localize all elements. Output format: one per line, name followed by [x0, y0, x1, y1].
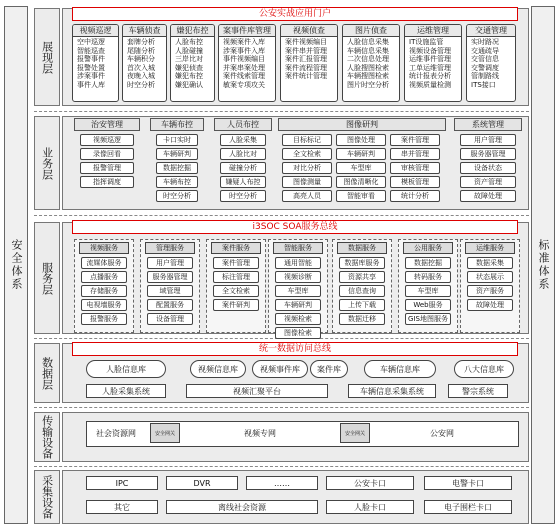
- service-item: 车型库: [405, 285, 451, 297]
- app-module-item: 视频设备管理: [409, 46, 451, 55]
- service-layer-label: 服务层: [34, 222, 60, 334]
- business-item: 车辆研判: [336, 148, 386, 160]
- database: 八大信息库: [454, 360, 514, 378]
- business-group-title: 图像研判: [278, 118, 446, 131]
- app-module-item: 案件视频编目: [285, 38, 327, 46]
- service-item: 案件管理: [213, 257, 259, 269]
- app-module-item: 报警事件: [77, 55, 105, 64]
- app-module-item: 三岸比对: [175, 55, 203, 64]
- app-module-item: 案件汇报管理: [285, 55, 327, 64]
- business-item: 嫌疑人布控: [220, 176, 266, 188]
- app-module-item: 人脸搜图检索: [347, 63, 389, 72]
- app-module: [122, 24, 167, 102]
- social-resource-network: 社会资源网: [96, 429, 136, 438]
- business-item: 车型库: [336, 162, 386, 174]
- collect-device: 电警卡口: [424, 476, 512, 490]
- app-module-items: [171, 37, 214, 91]
- business-item: 对比分析: [282, 162, 332, 174]
- service-item: 信息查询: [339, 285, 385, 297]
- app-module-item: 人脸信息采集: [347, 38, 389, 46]
- service-item: 通用智能: [275, 257, 321, 269]
- service-item: 车辆研判: [275, 299, 321, 311]
- collect-layer-label: 采集设备: [34, 470, 60, 524]
- business-item: 车辆布控: [156, 176, 198, 188]
- app-module-item: 首次入城: [127, 63, 155, 72]
- business-group-title: 系统管理: [454, 118, 522, 131]
- service-item: 资产服务: [467, 285, 513, 297]
- service-item: 状态展示: [467, 271, 513, 283]
- app-module-item: 嫌犯确认: [175, 80, 203, 89]
- service-group-title: 数据服务: [337, 242, 387, 254]
- security-system-label: 安全体系: [10, 239, 23, 291]
- service-item: 图像检索: [275, 327, 321, 339]
- app-module: [218, 24, 276, 102]
- app-module-item: 图片时空分析: [347, 80, 389, 89]
- service-item: 域管理: [147, 285, 193, 297]
- business-item: 目标标记: [282, 134, 332, 146]
- service-item: 流媒体服务: [81, 257, 127, 269]
- source-system: 人脸采集系统: [86, 384, 166, 398]
- business-item: 设备状态: [460, 162, 516, 174]
- data-access-bus-banner: 统一数据访问总线: [72, 342, 518, 356]
- app-module-item: 交通疏导: [471, 46, 499, 55]
- service-group-title: 运维服务: [465, 242, 515, 254]
- app-module-item: 统计报表分析: [409, 72, 451, 81]
- app-module-items: [123, 37, 166, 91]
- app-module-item: 工单运维管理: [409, 63, 451, 72]
- business-item: 指挥调度: [80, 176, 134, 188]
- business-item: 智能审看: [336, 190, 386, 202]
- security-gateway-2: 安全网关: [340, 423, 370, 443]
- app-module-items: [281, 37, 337, 82]
- app-module-item: 交管信息: [471, 55, 499, 64]
- collect-device: DVR: [166, 476, 238, 490]
- service-item: 服务器管理: [147, 271, 193, 283]
- service-group: [398, 239, 458, 333]
- app-module-item: 人脸布控: [175, 38, 203, 46]
- app-module-title: 运维管理: [405, 25, 461, 37]
- business-item: 车辆研判: [156, 148, 198, 160]
- app-module-item: 尾随分析: [127, 46, 155, 55]
- app-module-title: 图片侦查: [343, 25, 399, 37]
- service-group: [268, 239, 328, 337]
- separator: [34, 407, 529, 408]
- business-item: 人脸比对: [220, 148, 266, 160]
- separator: [34, 111, 529, 112]
- business-item: 图像测量: [282, 176, 332, 188]
- business-item: 全文检索: [282, 148, 332, 160]
- business-item: 图像处理: [336, 134, 386, 146]
- service-group: [460, 239, 520, 333]
- business-item: 视频巡逻: [80, 134, 134, 146]
- security-gateway-1: 安全网关: [150, 423, 180, 443]
- business-layer-label: 业务层: [34, 116, 60, 210]
- app-module: [404, 24, 462, 102]
- app-module-items: [219, 37, 275, 91]
- service-group: [140, 239, 200, 333]
- service-group-title: 视频服务: [79, 242, 129, 254]
- business-group-title: 车辆布控: [150, 118, 204, 131]
- app-module-item: 并案串案处理: [223, 63, 265, 72]
- database: 视频事件库: [252, 360, 308, 378]
- business-item: 卡口实时: [156, 134, 198, 146]
- collect-device: 公安卡口: [326, 476, 414, 490]
- app-module: [466, 24, 516, 102]
- app-module-item: 案件串并管理: [285, 46, 327, 55]
- service-item: Web服务: [405, 299, 451, 311]
- database: 车辆信息库: [364, 360, 436, 378]
- separator: [34, 466, 529, 467]
- app-module-item: 案件流程管理: [285, 63, 327, 72]
- business-item: 碰撞分析: [220, 162, 266, 174]
- source-system: 警宗系统: [448, 384, 508, 398]
- service-group-title: 公用服务: [403, 242, 453, 254]
- service-item: 车型库: [275, 285, 321, 297]
- service-item: 资源共享: [339, 271, 385, 283]
- service-item: 点播服务: [81, 271, 127, 283]
- app-module-item: 报警处置: [77, 63, 105, 72]
- app-module-item: 车辆搜图检索: [347, 72, 389, 81]
- business-item: 时空分析: [220, 190, 266, 202]
- app-module-item: 案件统计管理: [285, 72, 327, 81]
- business-item: 高亮人员: [282, 190, 332, 202]
- service-group-title: 智能服务: [273, 242, 323, 254]
- standard-system-column: [531, 6, 555, 524]
- service-item: 视频检索: [275, 313, 321, 325]
- transport-layer-label: 传输设备: [34, 412, 60, 462]
- app-module-item: 套牌分析: [127, 38, 155, 46]
- business-item: 资产管理: [460, 176, 516, 188]
- service-group: [332, 239, 392, 333]
- collect-device: ……: [246, 476, 318, 490]
- portal-banner: 公安实战应用门户: [72, 7, 518, 21]
- service-item: 电视墙服务: [81, 299, 127, 311]
- business-item: 统计分析: [390, 190, 440, 202]
- video-private-network: 视频专网: [244, 429, 276, 438]
- business-item: 审核管理: [390, 162, 440, 174]
- collect-device: 离线社会资源: [166, 500, 318, 514]
- source-system: 车辆信息采集系统: [348, 384, 436, 398]
- service-item: 数据库服务: [339, 257, 385, 269]
- app-module-items: [73, 37, 118, 91]
- app-module-item: 视频质量检测: [409, 80, 451, 89]
- business-group-title: 人员布控: [214, 118, 272, 131]
- service-item: 数据挖掘: [405, 257, 451, 269]
- service-item: 数据迁移: [339, 313, 385, 325]
- database: 案件库: [310, 360, 348, 378]
- service-item: 上传下载: [339, 299, 385, 311]
- app-module-item: 敏案专项攻关: [223, 80, 265, 89]
- business-item: 录像回看: [80, 148, 134, 160]
- service-item: 设备管理: [147, 313, 193, 325]
- collect-device: 人脸卡口: [326, 500, 414, 514]
- app-module-title: 视频巡逻: [73, 25, 118, 37]
- business-item: 模板管理: [390, 176, 440, 188]
- app-module-item: 实时路况: [471, 38, 499, 46]
- service-item: 用户管理: [147, 257, 193, 269]
- collect-device: 电子围栏卡口: [424, 500, 512, 514]
- app-module-item: 二次信息处理: [347, 55, 389, 64]
- soa-bus-banner: i3SOC SOA服务总线: [72, 220, 518, 234]
- presentation-layer-label: 展现层: [34, 8, 60, 106]
- service-item: 报警服务: [81, 313, 127, 325]
- app-module-items: [467, 37, 515, 91]
- separator: [34, 215, 529, 216]
- app-module-item: 涉案事件入库: [223, 46, 265, 55]
- business-item: 串并管理: [390, 148, 440, 160]
- business-item: 报警管理: [80, 162, 134, 174]
- business-item: 人脸采集: [220, 134, 266, 146]
- app-module-title: 交通管理: [467, 25, 515, 37]
- service-item: 视频诊断: [275, 271, 321, 283]
- service-item: 转码服务: [405, 271, 451, 283]
- service-group: [74, 239, 134, 333]
- app-module-item: 交警调度: [471, 63, 499, 72]
- service-item: GIS地图服务: [405, 313, 451, 325]
- app-module: [280, 24, 338, 102]
- business-group-title: 治安管理: [74, 118, 140, 131]
- business-item: 服务器管理: [460, 148, 516, 160]
- app-module-item: IT设施监管: [409, 38, 444, 46]
- app-module-item: 视频案件入库: [223, 38, 265, 46]
- business-item: 故障处理: [460, 190, 516, 202]
- data-layer-label: 数据层: [34, 343, 60, 403]
- standard-system-label: 标准体系: [537, 239, 550, 291]
- app-module: [342, 24, 400, 102]
- app-module-item: 事件人库: [77, 80, 105, 89]
- police-network: 公安网: [430, 429, 454, 438]
- app-module-title: 嫌犯布控: [171, 25, 214, 37]
- service-group: [206, 239, 266, 333]
- app-module-item: 管制路线: [471, 72, 499, 81]
- app-module-title: 车辆侦查: [123, 25, 166, 37]
- database: 视频信息库: [190, 360, 246, 378]
- app-module: [72, 24, 119, 102]
- collect-device: 其它: [86, 500, 158, 514]
- service-group-title: 案件服务: [211, 242, 261, 254]
- app-module-item: 事件视频编目: [223, 55, 265, 64]
- database: 人脸信息库: [86, 360, 166, 378]
- service-item: 故障处理: [467, 299, 513, 311]
- business-item: 时空分析: [156, 190, 198, 202]
- app-module-item: 空中巡逻: [77, 38, 105, 46]
- app-module-item: 时空分析: [127, 80, 155, 89]
- service-group-title: 管理服务: [145, 242, 195, 254]
- business-item: 图像清晰化: [336, 176, 386, 188]
- app-module-item: 涉案事件: [77, 72, 105, 81]
- app-module-item: 案件线索管理: [223, 72, 265, 81]
- app-module: [170, 24, 215, 102]
- app-module-item: ITS接口: [471, 80, 496, 89]
- app-module-item: 运维事件管理: [409, 55, 451, 64]
- service-item: 全文检索: [213, 285, 259, 297]
- business-item: 案件管理: [390, 134, 440, 146]
- app-module-item: 车辆积分: [127, 55, 155, 64]
- business-item: 数据挖掘: [156, 162, 198, 174]
- app-module-item: 夜晚入城: [127, 72, 155, 81]
- service-item: 数据采集: [467, 257, 513, 269]
- app-module-item: 嫌犯布控: [175, 72, 203, 81]
- service-item: 标注管理: [213, 271, 259, 283]
- security-system-column: [4, 6, 28, 524]
- service-item: 配置服务: [147, 299, 193, 311]
- app-module-items: [343, 37, 399, 91]
- app-module-item: 人脸碰撞: [175, 46, 203, 55]
- app-module-title: 视频侦查: [281, 25, 337, 37]
- service-item: 存储服务: [81, 285, 127, 297]
- source-system: 视频汇聚平台: [186, 384, 328, 398]
- service-item: 案件研判: [213, 299, 259, 311]
- app-module-item: 车辆信息采集: [347, 46, 389, 55]
- business-item: 用户管理: [460, 134, 516, 146]
- app-module-items: [405, 37, 461, 91]
- app-module-item: 嫌犯侦查: [175, 63, 203, 72]
- app-module-item: 智能巡查: [77, 46, 105, 55]
- collect-device: IPC: [86, 476, 158, 490]
- app-module-title: 案事件库管理: [219, 25, 275, 37]
